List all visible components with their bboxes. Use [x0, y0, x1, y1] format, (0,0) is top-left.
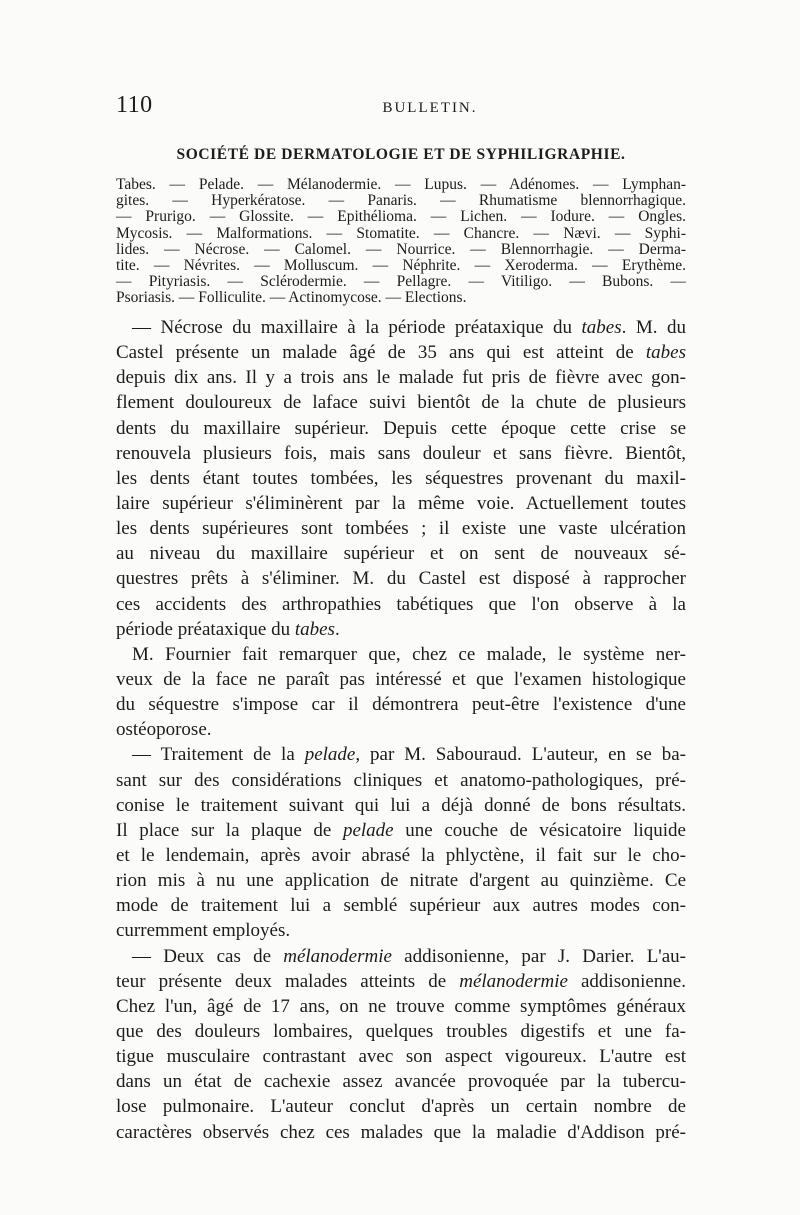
- text-segment: addisonienne.: [567, 970, 686, 992]
- text-segment: laire supérieur s'éliminèrent par la même voie. Actuellement toutes: [116, 492, 686, 514]
- italic-term: mélanodermie: [459, 970, 568, 992]
- text-line: [116, 1120, 686, 1145]
- text-line: [116, 365, 686, 390]
- text-segment: les dents étant toutes tombées, les séquestres provenant du maxil-: [116, 467, 686, 489]
- text-segment: Il place sur la plaque de: [116, 819, 343, 841]
- text-segment: conise le traitement suivant qui lui a déjà donné de bons résultats.: [116, 794, 686, 816]
- body-text: [116, 315, 686, 1145]
- italic-term: tabes: [645, 342, 686, 364]
- text-segment: lose pulmonaire. L'auteur conclut d'après un certain nombre de: [116, 1096, 686, 1118]
- text-line: [116, 340, 686, 365]
- text-segment: dans un état de cachexie assez avancée provoquée par la tubercu-: [116, 1071, 686, 1093]
- summary-line: Psoriasis. — Folliculite. — Actinomycose. — Elections.: [116, 289, 467, 307]
- text-line: [116, 592, 686, 617]
- text-line: [116, 390, 686, 415]
- text-line: [116, 868, 686, 893]
- text-line: [116, 566, 686, 591]
- text-line: [116, 742, 686, 767]
- text-segment: veux de la face ne paraît pas intéressé et que l'examen histologique: [116, 668, 686, 690]
- italic-term: tabes: [294, 618, 335, 640]
- summary-paragraph: [116, 177, 686, 307]
- text-segment: Castel présente un malade âgé de 35 ans qui est atteint de: [116, 342, 646, 364]
- text-line: [116, 541, 686, 566]
- text-segment: mode de traitement lui a semblé supérieur aux autres modes con-: [116, 895, 686, 917]
- text-segment: les dents supérieures sont tombées ; il existe une vaste ulcération: [116, 518, 686, 540]
- text-segment: rion mis à nu une application de nitrate d'argent au quinzième. Ce: [116, 870, 686, 892]
- text-segment: que des douleurs lombaires, quelques troubles digestifs et une fa-: [116, 1020, 686, 1042]
- text-segment: tigue musculaire contrastant avec son aspect vigoureux. L'autre est: [116, 1046, 686, 1068]
- text-segment: une couche de vésicatoire liquide: [393, 819, 686, 841]
- summary-line: tite. — Névrites. — Molluscum. — Néphrite. — Xeroderma. — Erythème.: [116, 257, 686, 275]
- text-line: [116, 918, 686, 943]
- text-segment: Chez l'un, âgé de 17 ans, on ne trouve comme symptômes généraux: [116, 995, 686, 1017]
- text-segment: questres prêts à s'éliminer. M. du Castel est disposé à rapprocher: [116, 568, 686, 590]
- text-segment: — Traitement de la: [132, 744, 305, 766]
- text-line: [116, 843, 686, 868]
- text-segment: période préataxique du: [116, 618, 295, 640]
- text-segment: . M. du: [621, 317, 686, 338]
- text-line: [116, 416, 686, 441]
- section-title: SOCIÉTÉ DE DERMATOLOGIE ET DE SYPHILIGRAPHIE.: [176, 146, 626, 163]
- text-line: [116, 717, 686, 742]
- summary-line: Tabes. — Pelade. — Mélanodermie. — Lupus. — Adénomes. — Lymphan-: [116, 176, 686, 193]
- text-segment: renouvela plusieurs fois, mais sans douleur et sans fièvre. Bientôt,: [116, 442, 686, 464]
- text-line: [116, 617, 686, 642]
- text-line: [116, 516, 686, 541]
- text-segment: et le lendemain, après avoir abrasé la phlyctène, il fait sur le cho-: [116, 844, 686, 866]
- text-line: [116, 491, 686, 516]
- summary-line: lides. — Nécrose. — Calomel. — Nourrice. — Blennorrhagie. — Derma-: [116, 240, 686, 258]
- text-segment: addisonienne, par J. Darier. L'au-: [391, 945, 686, 967]
- text-line: [116, 692, 686, 717]
- text-segment: caractères observés chez ces malades que la maladie d'Addison pré-: [116, 1121, 686, 1143]
- text-segment: au niveau du maxillaire supérieur et on sent de nouveaux sé-: [116, 543, 686, 565]
- summary-line: — Prurigo. — Glossite. — Epithélioma. — Lichen. — Iodure. — Ongles.: [116, 208, 686, 226]
- text-line: [116, 793, 686, 818]
- page-number: 110: [116, 92, 153, 118]
- summary-line: Mycosis. — Malformations. — Stomatite. — Chancre. — Nævi. — Syphi-: [116, 224, 686, 242]
- running-title: BULLETIN.: [382, 100, 478, 116]
- text-line: [116, 944, 686, 969]
- text-segment: ces accidents des arthropathies tabétiques que l'on observe à la: [116, 593, 686, 615]
- text-segment: flement douloureux de laface suivi bientôt de la chute de plusieurs: [116, 392, 686, 414]
- text-line: [116, 642, 686, 667]
- text-line: [116, 315, 686, 340]
- summary-line: gites. — Hyperkératose. — Panaris. — Rhumatisme blennorrhagique.: [116, 192, 686, 210]
- text-line: [116, 994, 686, 1019]
- text-segment: dents du maxillaire supérieur. Depuis cette époque cette crise se: [116, 417, 686, 439]
- italic-term: pelade: [342, 819, 394, 841]
- text-line: [116, 768, 686, 793]
- text-line: [116, 1019, 686, 1044]
- text-segment: du séquestre s'impose car il démontrera peut-être l'existence d'une: [116, 694, 686, 716]
- text-segment: teur présente deux malades atteints de: [116, 970, 460, 992]
- text-line: [116, 1044, 686, 1069]
- text-segment: curremment employés.: [116, 920, 291, 942]
- text-segment: .: [334, 618, 340, 640]
- text-line: [116, 1094, 686, 1119]
- text-line: [116, 818, 686, 843]
- text-line: [116, 1069, 686, 1094]
- text-line: [116, 893, 686, 918]
- text-segment: M. Fournier fait remarquer que, chez ce malade, le système ner-: [132, 643, 686, 665]
- text-line: [116, 667, 686, 692]
- text-segment: sant sur des considérations cliniques et anatomo-pathologiques, pré-: [116, 769, 686, 791]
- text-line: [116, 969, 686, 994]
- text-segment: — Nécrose du maxillaire à la période préataxique du: [132, 317, 582, 338]
- italic-term: pelade: [304, 744, 356, 766]
- text-segment: depuis dix ans. Il y a trois ans le malade fut pris de fièvre avec gon-: [116, 367, 686, 389]
- text-segment: ostéoporose.: [116, 719, 212, 741]
- text-segment: , par M. Sabouraud. L'auteur, en se ba-: [355, 744, 686, 766]
- summary-line: — Pityriasis. — Sclérodermie. — Pellagre. — Vitiligo. — Bubons. —: [116, 273, 686, 291]
- text-line: [116, 466, 686, 491]
- text-line: [116, 441, 686, 466]
- text-segment: — Deux cas de: [132, 945, 284, 967]
- italic-term: mélanodermie: [283, 945, 392, 967]
- italic-term: tabes: [581, 317, 622, 338]
